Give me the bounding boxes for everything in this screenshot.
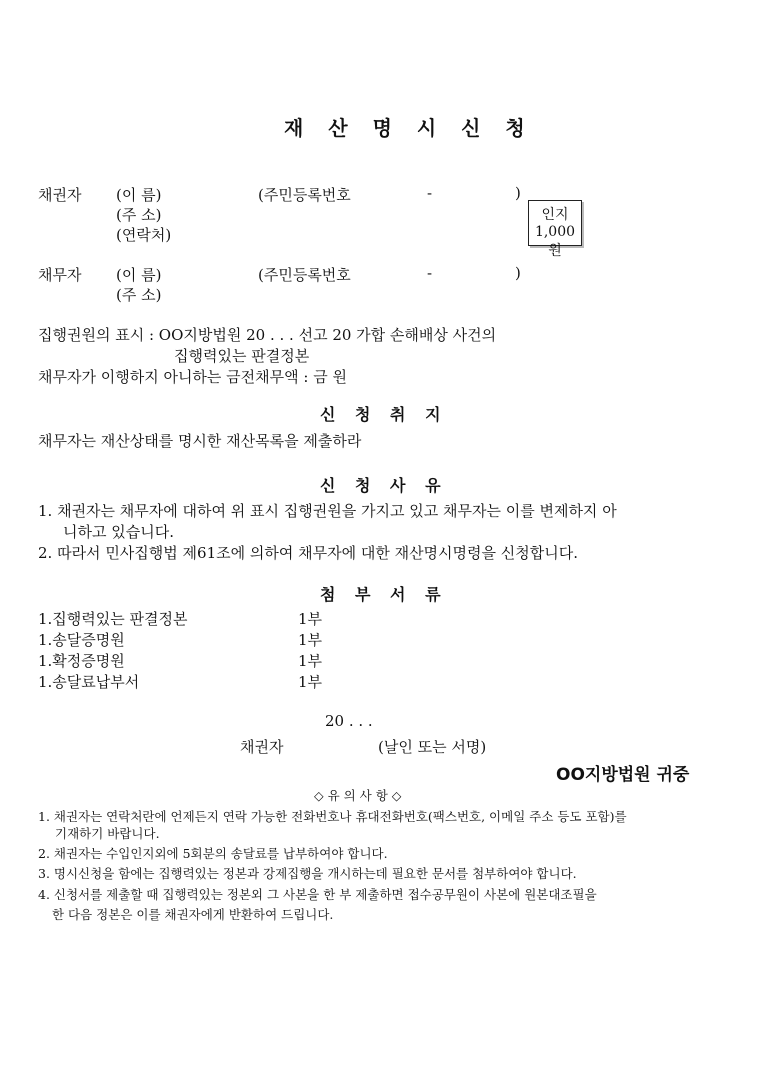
- notes-heading: ◇ 유 의 사 항 ◇: [314, 788, 402, 803]
- creditor-label: 채권자: [38, 186, 82, 204]
- application-date: 20 . . .: [325, 712, 373, 730]
- court-addressee: OO지방법원 귀중: [556, 765, 690, 785]
- creditor-address-label: (주 소): [116, 206, 162, 224]
- debtor-address-label: (주 소): [116, 286, 162, 304]
- note-item-4: 4. 신청서를 제출할 때 집행력있는 정본외 그 사본을 한 부 제출하면 접수공무원이 사본에 원본대조필을: [38, 887, 597, 902]
- creditor-id-close: ): [515, 184, 521, 202]
- note-item-1: 1. 채권자는 연락처란에 언제든지 연락 가능한 전화번호나 휴대전화번호(팩스번호, 이메일 주소 등도 포함)를: [38, 809, 627, 824]
- signature-creditor-label: 채권자: [240, 738, 284, 756]
- reasons-heading: 신 청 사 유: [320, 476, 448, 495]
- attachment-qty: 1부: [298, 631, 323, 649]
- creditor-id-label: (주민등록번호: [258, 186, 351, 204]
- execution-title-line2: 집행력있는 판결정본: [174, 347, 310, 365]
- stamp-amount: 1,000원: [534, 224, 576, 259]
- attachment-name: 1.확정증명원: [38, 652, 125, 670]
- creditor-contact-label: (연락처): [116, 226, 172, 244]
- creditor-id-dash: -: [427, 184, 433, 202]
- page-title: 재 산 명 시 신 청: [284, 116, 534, 140]
- attachments-heading: 첨 부 서 류: [320, 585, 448, 604]
- attachment-qty: 1부: [298, 673, 323, 691]
- attachment-name: 1.집행력있는 판결정본: [38, 610, 188, 628]
- seal-or-signature-label: (날인 또는 서명): [378, 738, 487, 756]
- attachment-name: 1.송달료납부서: [38, 673, 140, 691]
- attachment-qty: 1부: [298, 610, 323, 628]
- revenue-stamp-box: [528, 200, 582, 259]
- creditor-name-label: (이 름): [116, 186, 162, 204]
- note-item-4-cont: 한 다음 정본은 이를 채권자에게 반환하여 드립니다.: [52, 907, 334, 922]
- note-item-2: 2. 채권자는 수입인지외에 5회분의 송달료를 납부하여야 합니다.: [38, 846, 388, 861]
- debtor-id-close: ): [515, 264, 521, 282]
- debtor-label: 채무자: [38, 266, 82, 284]
- debtor-name-label: (이 름): [116, 266, 162, 284]
- debtor-id-dash: -: [427, 264, 433, 282]
- reason-item-2: 2. 따라서 민사집행법 제61조에 의하여 채무자에 대한 재산명시명령을 신청합니다.: [38, 544, 578, 562]
- purpose-heading: 신 청 취 지: [320, 405, 448, 424]
- note-item-3: 3. 명시신청을 함에는 집행력있는 정본과 강제집행을 개시하는데 필요한 문서를 첨부하여야 합니다.: [38, 866, 577, 881]
- attachment-name: 1.송달증명원: [38, 631, 125, 649]
- note-item-1-cont: 기재하기 바랍니다.: [55, 826, 160, 841]
- reason-item-1-cont: 니하고 있습니다.: [63, 523, 174, 541]
- execution-title-line1: 집행권원의 표시 : OO지방법원 20 . . . 선고 20 가합 손해배상 사건의: [38, 326, 497, 344]
- monetary-claim-line: 채무자가 이행하지 아니하는 금전채무액 : 금 원: [38, 368, 347, 386]
- debtor-id-label: (주민등록번호: [258, 266, 351, 284]
- reason-item-1: 1. 채권자는 채무자에 대하여 위 표시 집행권원을 가지고 있고 채무자는 이를 변제하지 아: [38, 502, 617, 520]
- stamp-label: 인지: [541, 207, 569, 223]
- purpose-text: 채무자는 재산상태를 명시한 재산목록을 제출하라: [38, 432, 362, 450]
- attachment-qty: 1부: [298, 652, 323, 670]
